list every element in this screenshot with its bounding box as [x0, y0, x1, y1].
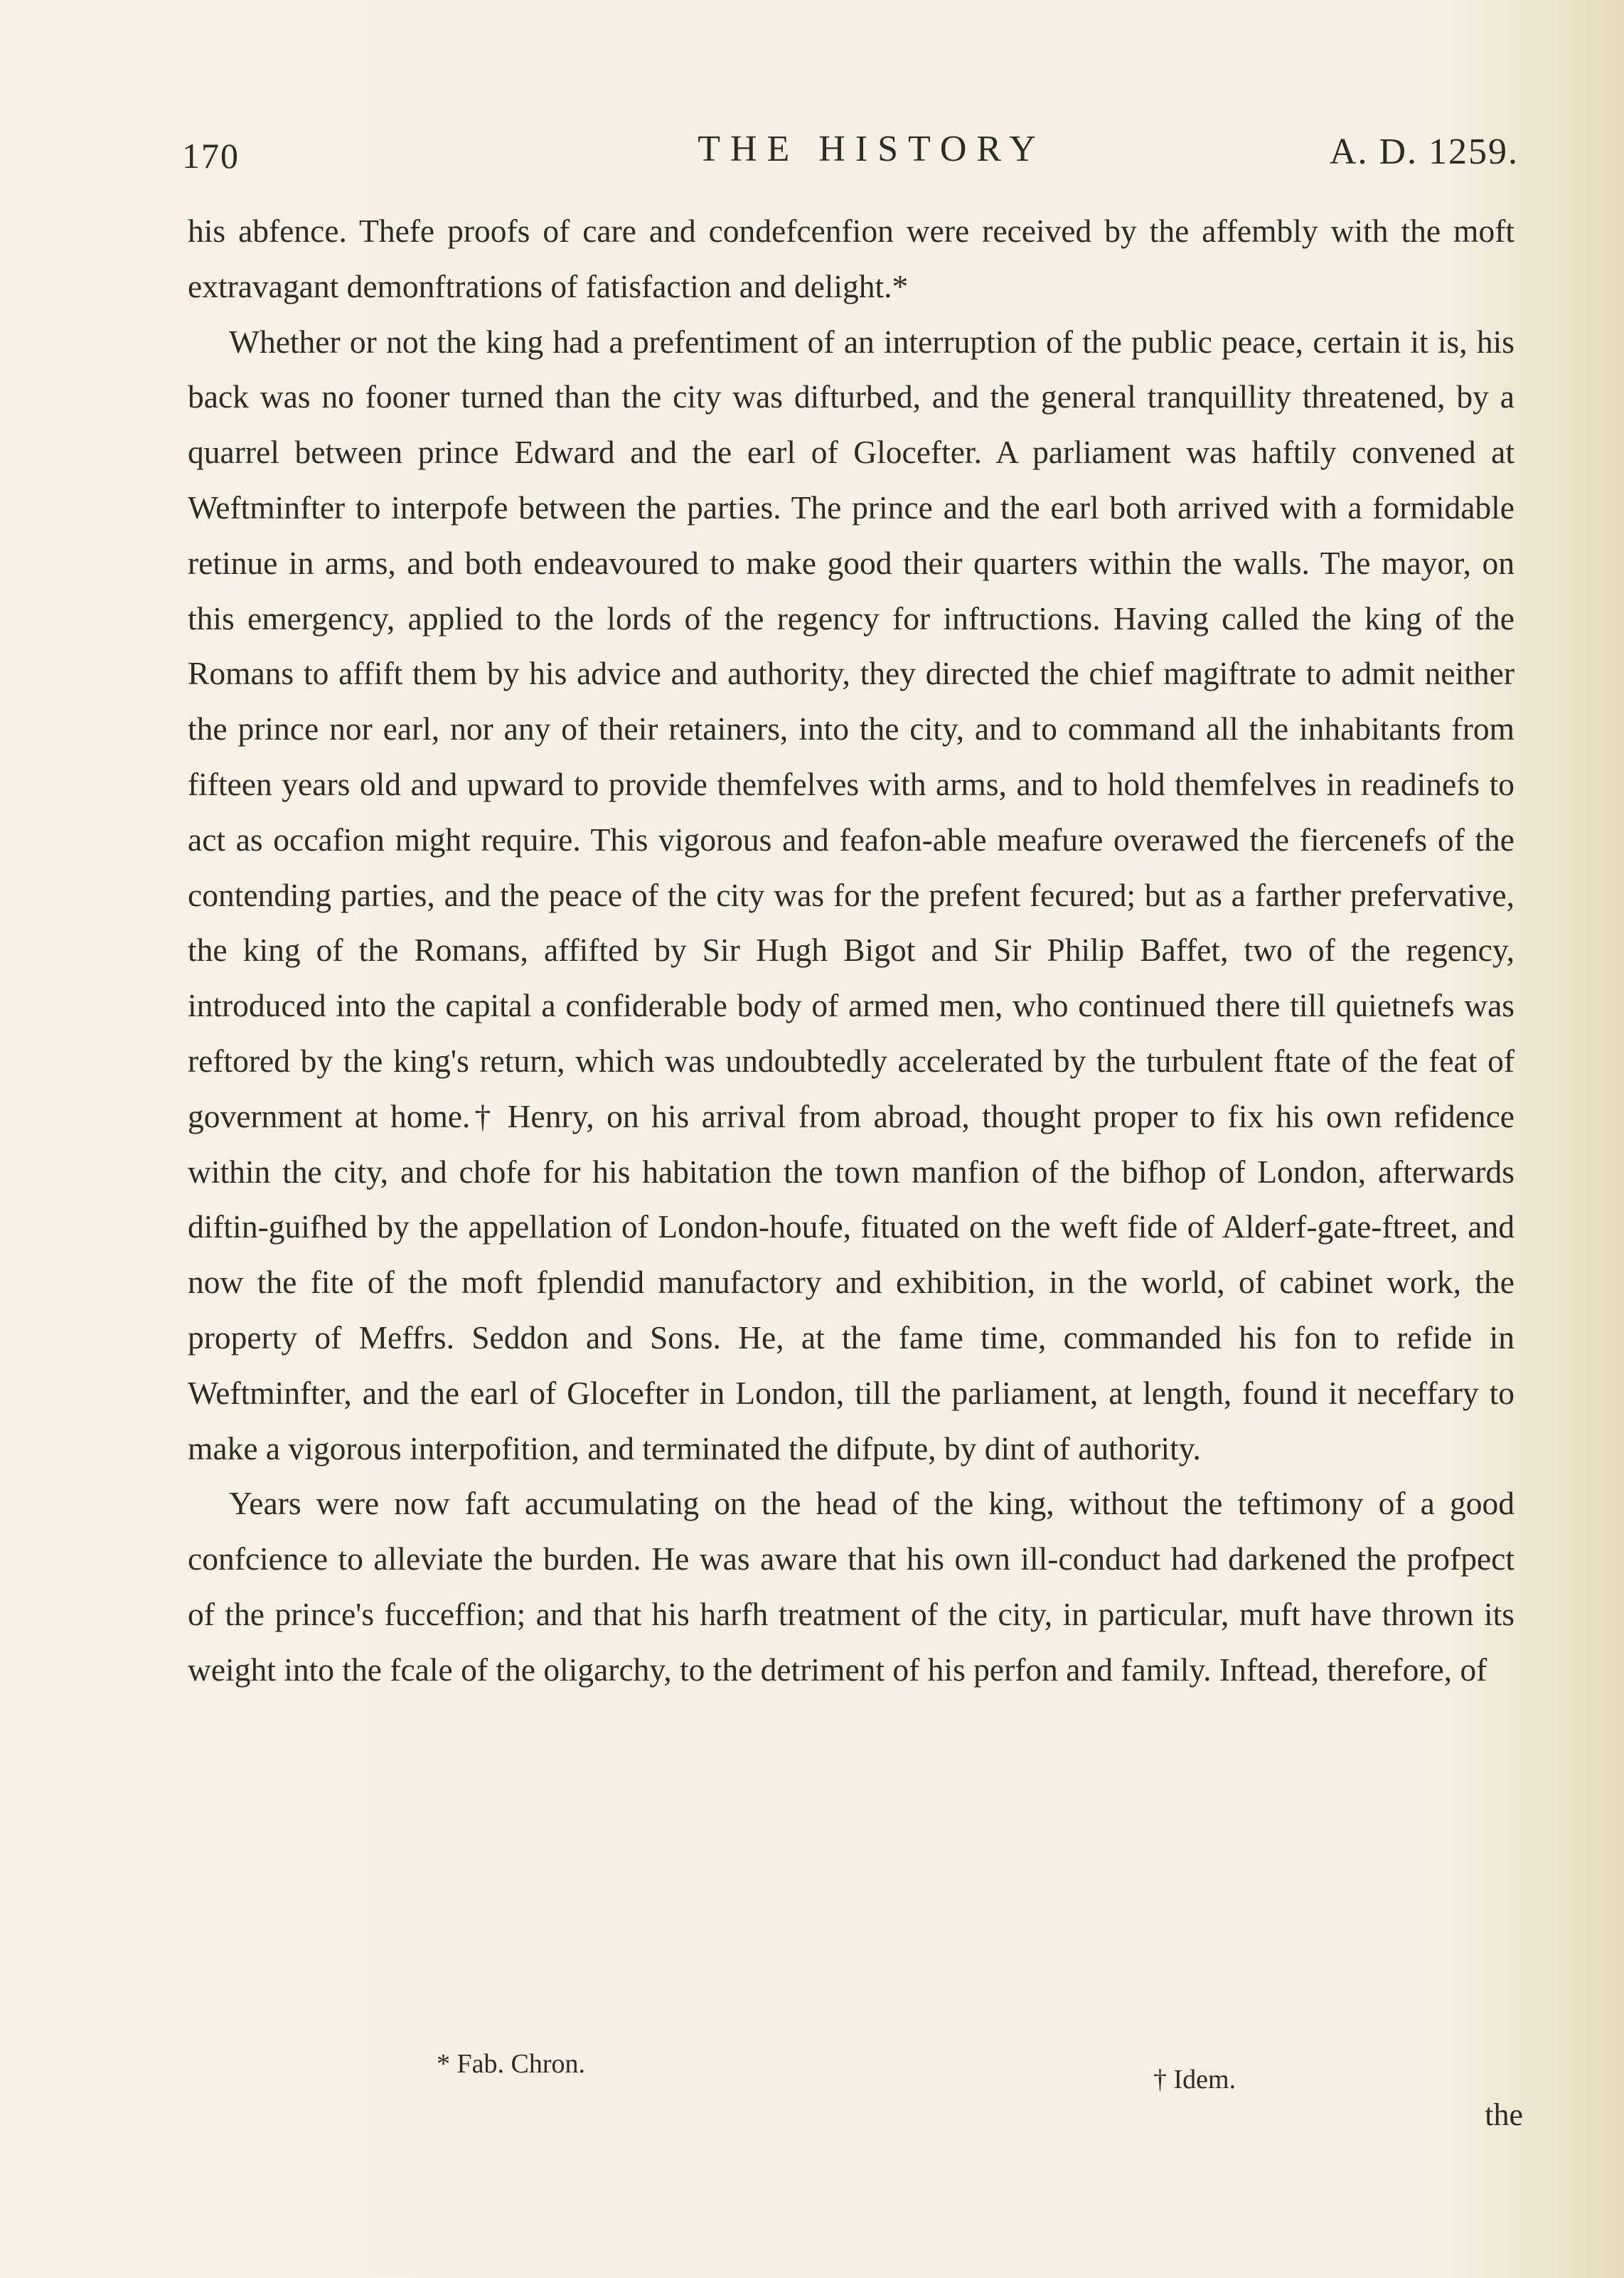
date-heading: A. D. 1259.: [1329, 132, 1519, 172]
page-number: 170: [182, 136, 240, 176]
catchword: the: [1485, 2097, 1523, 2132]
footnote-2: † Idem.: [1153, 2065, 1236, 2095]
page-header: [182, 127, 1519, 183]
body-text: [188, 203, 1515, 1698]
paragraph-2: Whether or not the king had a prefentiment of an interruption of the public peace, certain it is, his back was no fooner turned than the city was difturbed, and the general tranquillity threatened, by a quarrel between prince Edward and the earl of Glocefter. A parliament was haftily convened at Weftminfter to interpofe between the parties. The prince and the earl both arrived with a formidable retinue in arms, and both endeavoured to make good their quarters within the walls. The mayor, on this emergency, applied to the lords of the regency for inftructions. Having called the king of the Romans to affift them by his advice and authority, they directed the chief magiftrate to admit neither the prince nor earl, nor any of their retainers, into the city, and to command all the inhabitants from fifteen years old and upward to provide themfelves with arms, and to hold themfelves in readinefs to act as occafion might require. This vigorous and feafon-able meafure overawed the fiercenefs of the contending parties, and the peace of the city was for the prefent fecured; but as a farther prefervative, the king of the Romans, affifted by Sir Hugh Bigot and Sir Philip Baffet, two of the regency, introduced into the capital a confiderable body of armed men, who continued there till quietnefs was reftored by the king's return, which was undoubtedly accelerated by the turbulent ftate of the feat of government at home.† Henry, on his arrival from abroad, thought proper to fix his own refidence within the city, and chofe for his habitation the town manfion of the bifhop of London, afterwards diftin-guifhed by the appellation of London-houfe, fituated on the weft fide of Alderf-gate-ftreet, and now the fite of the moft fplendid manufactory and exhibition, in the world, of cabinet work, the property of Meffrs. Seddon and Sons. He, at the fame time, commanded his fon to refide in Weftminfter, and the earl of Glocefter in London, till the parliament, at length, found it neceffary to make a vigorous interpofition, and terminated the difpute, by dint of authority.: [188, 323, 1515, 1467]
footnote-1: * Fab. Chron.: [437, 2049, 585, 2079]
paragraph-3: Years were now faft accumulating on the head of the king, without the teftimony of a good confcience to alleviate the burden. He was aware that his own ill-conduct had darkened the profpect of the prince's fucceffion; and that his harfh treatment of the city, in particular, muft have thrown its weight into the fcale of the oligarchy, to the detriment of his perfon and family. Inftead, therefore, of: [188, 1485, 1515, 1688]
paragraph-1: his abfence. Thefe proofs of care and condefcenfion were received by the affembly with the moft extravagant demonftrations of fatisfaction and delight.*: [188, 213, 1515, 304]
footnotes: [427, 2048, 1422, 2105]
running-head: THE HISTORY: [698, 129, 1046, 169]
